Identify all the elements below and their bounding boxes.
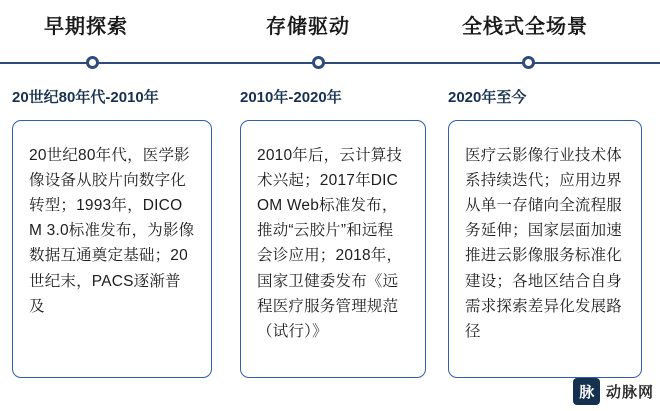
watermark-text: 动脉网 bbox=[605, 384, 654, 401]
stage-3-body: 医疗云影像行业技术体系持续迭代；应用边界从单一存储向全流程服务延伸；国家层面加速推进云影像服务标准化建设；各地区结合自身需求探索差异化发展路径 bbox=[465, 147, 623, 340]
watermark bbox=[573, 378, 654, 405]
stage-1-card bbox=[12, 120, 212, 378]
stage-2-title: 存储驱动 bbox=[266, 16, 350, 38]
stage-3-card bbox=[448, 120, 642, 378]
stage-1-title: 早期探索 bbox=[44, 16, 128, 38]
stage-3-period: 2020年至今 bbox=[448, 89, 527, 106]
watermark-logo-icon: 脉 bbox=[573, 378, 600, 405]
stage-1-period: 20世纪80年代-2010年 bbox=[12, 89, 159, 106]
stage-2-period: 2010年-2020年 bbox=[240, 89, 342, 106]
stage-1-body: 20世纪80年代，医学影像设备从胶片向数字化转型；1993年，DICOM 3.0标准发布，为影像数据互通奠定基础；20世纪末，PACS逐渐普及 bbox=[29, 147, 195, 315]
stage-2-card bbox=[240, 120, 426, 378]
timeline-stage-3 bbox=[438, 0, 660, 411]
stage-3-title: 全栈式全场景 bbox=[462, 16, 588, 38]
timeline-stage-2 bbox=[232, 0, 438, 411]
stage-2-body: 2010年后，云计算技术兴起；2017年DICOM Web标准发布，推动“云胶片”和远程会诊应用；2018年，国家卫健委发布《远程医疗服务管理规范（试行）》 bbox=[257, 147, 403, 340]
timeline-stage-1 bbox=[0, 0, 232, 411]
